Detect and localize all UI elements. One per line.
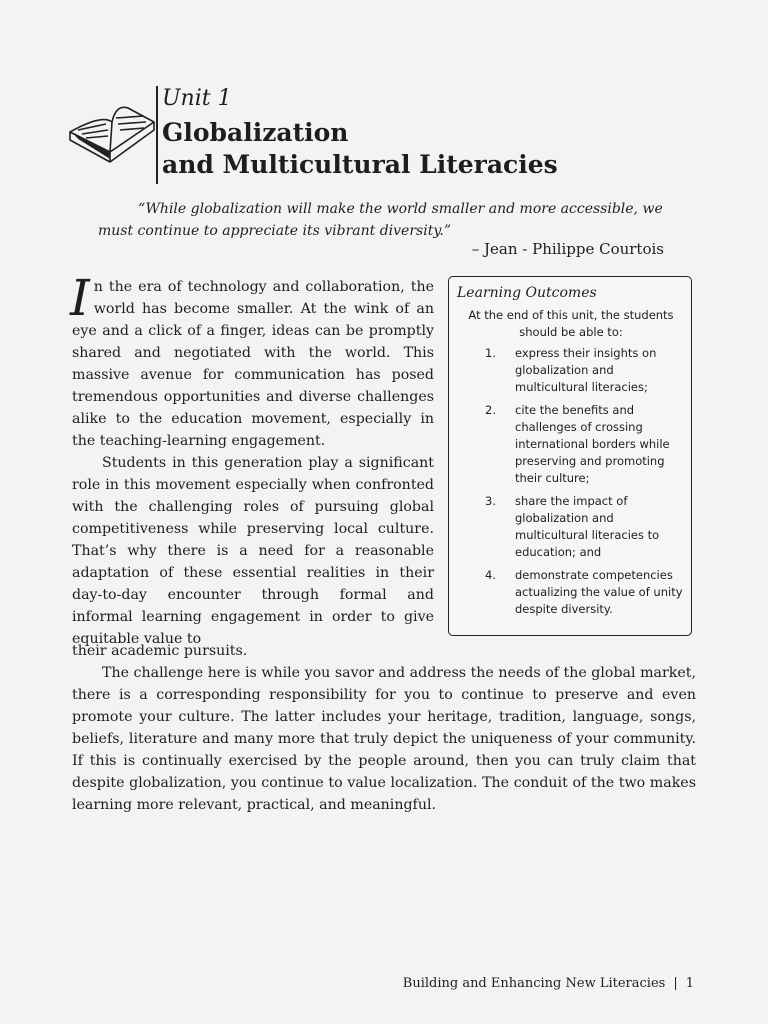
- drop-cap: I: [70, 269, 90, 327]
- open-book-icon: [66, 100, 158, 180]
- list-item: [449, 567, 691, 618]
- paragraph-2: Students in this generation play a significant role in this movement especially when confronted with the challenging roles of pursuing global competitiveness while preserving local culture. That’s why there is a need for a reasonable adaptation of these essential realities in their day-to-day encounter through formal and informal learning engagement in order to give equitable value to: [72, 455, 434, 647]
- page-footer: [403, 976, 694, 991]
- list-item: [449, 345, 691, 396]
- quote-author: – Jean - Philippe Courtois: [471, 240, 664, 258]
- item-text: demonstrate competencies actualizing the value of unity despite diversity.: [515, 568, 683, 616]
- paragraph-2-end: their academic pursuits.: [72, 643, 248, 659]
- title-divider: [156, 86, 158, 184]
- epigraph-quote: [98, 198, 678, 242]
- learning-outcomes-list: [449, 345, 691, 624]
- left-column-text: [70, 269, 434, 650]
- item-text: cite the benefits and challenges of crossing international borders while preserving and promoting their culture;: [515, 403, 670, 485]
- item-number: 1.: [485, 346, 496, 360]
- list-item: [449, 402, 691, 487]
- quote-line-2: must continue to appreciate its vibrant diversity.”: [98, 223, 451, 239]
- paragraph-1-text: n the era of technology and collaboration, the world has become smaller. At the wink of an eye and a click of a finger, ideas can be promptly shared and negotiated with the world. This massive avenue for communication has posed tremendous opportunities and diverse challenges alike to the education movement, especially in the teaching-learning engagement.: [72, 279, 434, 449]
- item-number: 2.: [485, 403, 496, 417]
- footer-separator: |: [673, 976, 678, 991]
- paragraph-3: The challenge here is while you savor and address the needs of the global market, there is a corresponding responsibility for you to continue to preserve and even promote your culture. The latter includes your heritage, tradition, language, songs, beliefs, literature and many more that truly depict the uniqueness of your community. If this is continually exercised by the people around, then you can truly claim that despite globalization, you continue to value localization. The conduit of the two makes learning more relevant, practical, and meaningful.: [72, 665, 696, 813]
- unit-label: Unit 1: [162, 86, 232, 111]
- footer-book-title: Building and Enhancing New Literacies: [402, 976, 666, 991]
- unit-title-line-2: and Multicultural Literacies: [162, 150, 558, 179]
- page-number: 1: [685, 976, 694, 991]
- item-number: 3.: [485, 494, 496, 508]
- item-text: share the impact of globalization and multicultural literacies to education; and: [515, 494, 660, 559]
- learning-outcomes-title: Learning Outcomes: [457, 285, 597, 301]
- item-number: 4.: [485, 568, 496, 582]
- unit-title-line-1: Globalization: [162, 118, 349, 147]
- paragraph-1: [70, 269, 434, 452]
- learning-outcomes-intro: At the end of this unit, the students should be able to:: [468, 308, 674, 339]
- item-text: express their insights on globalization and multicultural literacies;: [515, 346, 657, 394]
- list-item: [449, 493, 691, 561]
- learning-outcomes-box: [448, 276, 692, 636]
- quote-line-1: “While globalization will make the world smaller and more accessible, we: [138, 201, 663, 217]
